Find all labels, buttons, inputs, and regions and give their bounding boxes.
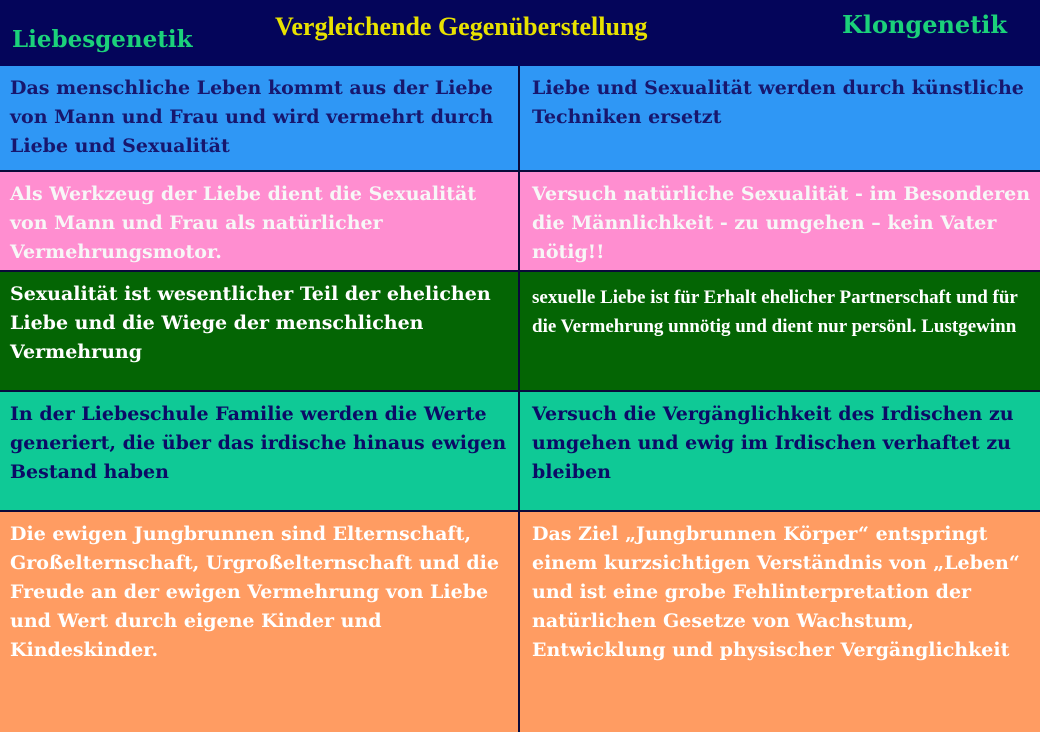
table-row (0, 392, 1040, 510)
left-cell: Das menschliche Leben kommt aus der Liebe von Mann und Frau und wird vermehrt durch Liebe und Sexualität (0, 66, 520, 170)
left-cell: Die ewigen Jungbrunnen sind Elternschaft, Großelternschaft, Urgroßelternschaft und die Freude an der ewigen Vermehrung von Liebe und Wert durch eigene Kinder und Kindeskinder. (0, 512, 520, 732)
header-bar (0, 0, 1040, 66)
slide-title: Vergleichende Gegenüberstellung (275, 12, 648, 41)
left-cell: In der Liebeschule Familie werden die Werte generiert, die über das irdische hinaus ewigen Bestand haben (0, 392, 520, 510)
table-row (0, 66, 1040, 170)
table-row (0, 272, 1040, 390)
table-row (0, 512, 1040, 732)
table-row (0, 172, 1040, 270)
column-divider (518, 66, 520, 170)
column-divider (518, 512, 520, 732)
left-cell: Als Werkzeug der Liebe dient die Sexualität von Mann und Frau als natürlicher Vermehrungsmotor. (0, 172, 520, 270)
right-cell: Liebe und Sexualität werden durch künstliche Techniken ersetzt (520, 66, 1040, 170)
right-cell: Versuch natürliche Sexualität - im Besonderen die Männlichkeit - zu umgehen – kein Vater nötig!! (520, 172, 1040, 270)
column-divider (518, 392, 520, 510)
column-divider (518, 272, 520, 390)
right-column-heading: Klongenetik (842, 10, 1008, 39)
right-cell: Versuch die Vergänglichkeit des Irdischen zu umgehen und ewig im Irdischen verhaftet zu bleiben (520, 392, 1040, 510)
left-cell: Sexualität ist wesentlicher Teil der ehelichen Liebe und die Wiege der menschlichen Vermehrung (0, 272, 520, 390)
column-divider (518, 172, 520, 270)
comparison-table (0, 66, 1040, 732)
left-column-heading: Liebesgenetik (12, 26, 193, 53)
right-cell: sexuelle Liebe ist für Erhalt ehelicher Partnerschaft und für die Vermehrung unnötig und dient nur persönl. Lustgewinn (520, 272, 1040, 390)
right-cell: Das Ziel „Jungbrunnen Körper“ entspringt einem kurzsichtigen Verständnis von „Leben“ und ist eine grobe Fehlinterpretation der natürlichen Gesetze von Wachstum, Entwicklung und physischer Vergänglichkeit (520, 512, 1040, 732)
